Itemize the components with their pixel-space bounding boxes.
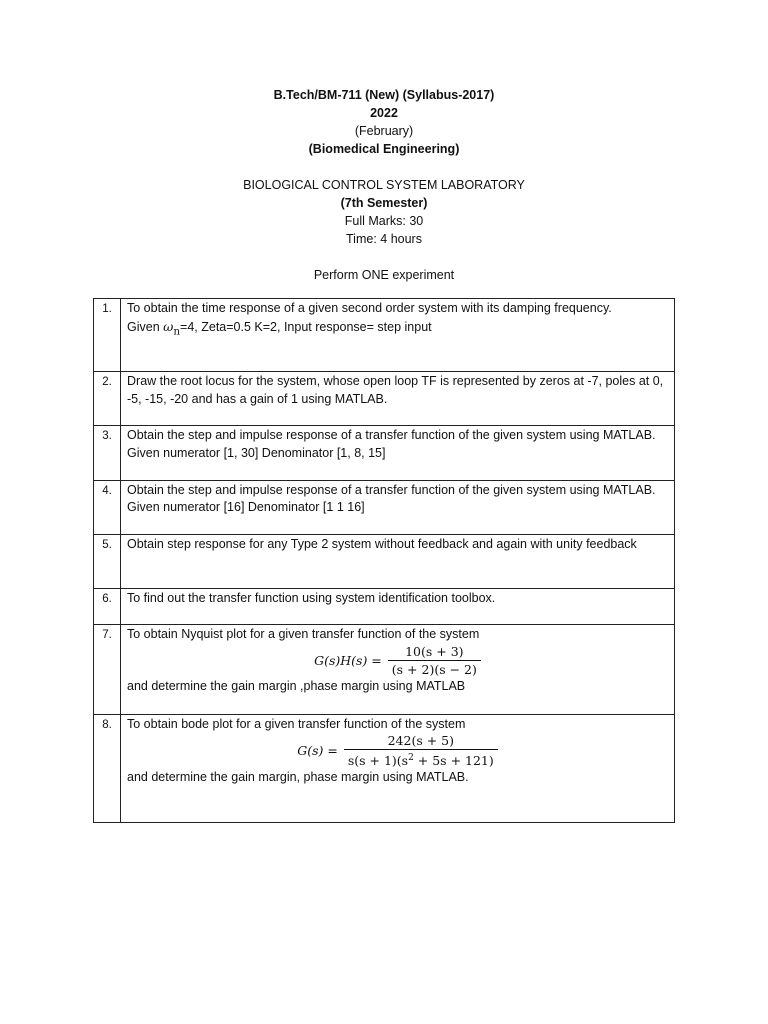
denominator-part: + 5s + 121)	[413, 753, 494, 769]
question-intro: To obtain Nyquist plot for a given transfer function of the system	[127, 627, 480, 642]
transfer-function-equation	[127, 644, 668, 678]
question-given	[127, 318, 668, 341]
question-row	[94, 426, 675, 480]
question-row	[94, 480, 675, 534]
question-row	[94, 714, 675, 822]
question-number: 2.	[94, 372, 121, 426]
equation-numerator: 10(s + 3)	[405, 643, 464, 659]
instruction: Perform ONE experiment	[313, 268, 455, 282]
question-intro: To obtain bode plot for a given transfer function of the system	[127, 716, 466, 731]
semester: (7th Semester)	[340, 196, 428, 210]
question-text: Obtain step response for any Type 2 system without feedback and again with unity feedback	[121, 534, 675, 588]
question-outro: and determine the gain margin ,phase margin using MATLAB	[127, 678, 466, 693]
time-allowed: Time: 4 hours	[346, 232, 422, 246]
question-line: To obtain the time response of a given second order system with its damping frequency.	[127, 301, 612, 315]
denominator-exponent: 2	[408, 753, 414, 764]
question-number: 5.	[94, 534, 121, 588]
full-marks: Full Marks: 30	[344, 214, 424, 228]
header-spacer	[0, 248, 768, 266]
question-number: 6.	[94, 589, 121, 625]
equation-fraction	[388, 644, 481, 678]
question-text	[121, 625, 675, 714]
subject-title: BIOLOGICAL CONTROL SYSTEM LABORATORY	[243, 178, 525, 192]
question-row	[94, 625, 675, 714]
question-row	[94, 534, 675, 588]
given-values: =4, Zeta=0.5 K=2, Input response= step input	[180, 319, 432, 334]
equation-lhs: G(s) =	[297, 743, 338, 759]
question-text: Obtain the step and impulse response of a transfer function of the given system using MATLAB. Given numerator [16] Denominator [1 1 16]	[121, 480, 675, 534]
equation-numerator: 242(s + 5)	[387, 733, 454, 749]
exam-header	[0, 86, 768, 284]
question-row	[94, 589, 675, 625]
question-number: 7.	[94, 625, 121, 714]
question-row	[94, 299, 675, 372]
exam-month: (February)	[354, 124, 414, 138]
question-text: Obtain the step and impulse response of a transfer function of the given system using MATLAB. Given numerator [1, 30] Denominator [1, 8, 15]	[121, 426, 675, 480]
question-text	[121, 299, 675, 372]
department: (Biomedical Engineering)	[308, 142, 460, 156]
question-number: 3.	[94, 426, 121, 480]
header-spacer	[0, 158, 768, 176]
transfer-function-equation	[127, 733, 668, 769]
exam-year: 2022	[370, 106, 398, 120]
question-table	[93, 298, 675, 823]
equation-denominator	[344, 749, 498, 769]
omega-symbol: ω	[163, 318, 174, 334]
equation-lhs: G(s)H(s) =	[314, 652, 382, 668]
question-row	[94, 372, 675, 426]
denominator-part: s(s + 1)(s	[347, 753, 409, 769]
question-text	[121, 714, 675, 822]
question-number: 8.	[94, 714, 121, 822]
omega-subscript: n	[173, 325, 181, 337]
course-code: B.Tech/BM-711 (New) (Syllabus-2017)	[273, 88, 495, 102]
equation-fraction	[344, 733, 498, 769]
question-number: 1.	[94, 299, 121, 372]
given-prefix: Given	[127, 319, 164, 334]
question-number: 4.	[94, 480, 121, 534]
equation-denominator: (s + 2)(s − 2)	[388, 660, 481, 678]
question-text: Draw the root locus for the system, whose open loop TF is represented by zeros at -7, poles at 0, -5, -15, -20 and has a gain of 1 using MATLAB.	[121, 372, 675, 426]
question-outro: and determine the gain margin, phase margin using MATLAB.	[127, 770, 469, 785]
question-text: To find out the transfer function using system identification toolbox.	[121, 589, 675, 625]
